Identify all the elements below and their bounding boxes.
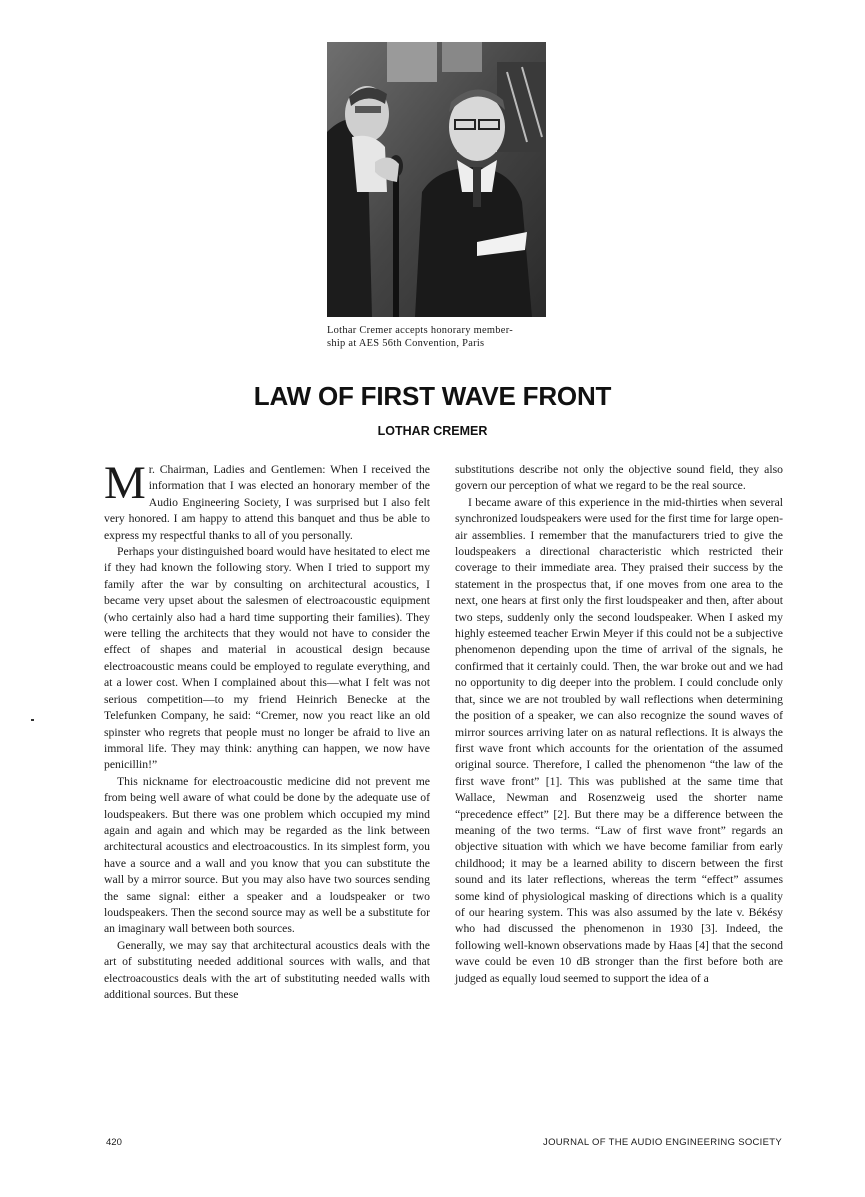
right-column	[455, 462, 783, 987]
paragraph-4: Generally, we may say that architectural acoustics deals with the art of substituting needed additional sources with walls, and that electroacoustics deals with the art of substituting needed walls with additional sources. But these	[104, 938, 430, 1001]
page-number: 420	[106, 1137, 122, 1148]
paragraph-2: Perhaps your distinguished board would have hesitated to elect me if they had known the following story. When I tried to support my family after the war by consulting on architectural acoustics, I became very upset about the salesmen of electroacoustic equipment (who certainly also had a hard time supporting their families). They were telling the architects that they would not have to consider the effect of shapes and material in acoustical design because electroacoustic means could be employed to regulate everything, and at a lower cost. When I complained about this—what I felt was not serious competition—to my friend Heinrich Benecke at the Telefunken Company, he said: “Cremer, now you react like an old spinster who regrets that people must no longer be afraid to live an immoral life. They may think: anything can happen, we now have penicillin!”	[104, 545, 430, 772]
drop-cap: M	[104, 457, 146, 509]
photo-figure	[327, 42, 546, 317]
scan-speck	[31, 719, 34, 721]
photo-two-men-microphone-icon	[327, 42, 546, 317]
journal-name: JOURNAL OF THE AUDIO ENGINEERING SOCIETY	[543, 1137, 782, 1148]
left-column	[104, 457, 430, 1003]
article-title: LAW OF FIRST WAVE FRONT	[253, 381, 612, 411]
photo-caption	[327, 324, 549, 350]
caption-line-2: ship at AES 56th Convention, Paris	[327, 338, 485, 349]
caption-line-1: Lothar Cremer accepts honorary member-	[327, 325, 514, 336]
paragraph-1	[104, 457, 430, 544]
paragraph-3: This nickname for electroacoustic medicine did not prevent me from being well aware of what could be done by the adequate use of loudspeakers. But there was one problem which occupied my mind again and again and which may be regarded as the link between architectural acoustics and electroacoustics. In its simplest form, you have a source and a wall and you know that you can substitute the wall by a mirror source. But you may also have two sources sending the same signal: either a speaker and a loudspeaker or two loudspeakers. Then the second source may as well be a substitute for an imaginary wall between both sources.	[104, 774, 430, 936]
paragraph-6: I became aware of this experience in the mid-thirties when several synchronized loudspeakers were used for the first time for large open-air assemblies. I remember that the manufacturers tried to give the loudspeakers a directional characteristic which restricted their coverage to their immediate area. They praised their success by the statement in the prospectus that, if one moves from one area to the next, one hears at first only the first loudspeaker and then, after about two steps, suddenly only the second loudspeaker. When I asked my highly esteemed teacher Erwin Meyer if this could not be a subjective phenomenon depending upon the time of arrival of the signals, he confirmed that it certainly could. Then, the war broke out and we had no opportunity to dig deeper into the problem. I could conclude only that, since we are not troubled by wall reflections when determining the position of a speaker, we can also recognize the sound waves of mirror sources arriving later on as natural reflections. It is always the first wave front which accounts for the orientation of the assumed original source. Therefore, I called the phenomenon “the law of the first wave front” [1]. This was published at the same time that Wallace, Newman and Rosenzweig used the shorter name “precedence effect” [2]. But there may be a difference between the meaning of the two terms. “Law of first wave front” regards an objective situation with which we have become familiar from early childhood; it may be a learned ability to discern between the first sound and its later reflections, whereas the term “effect” assumes some kind of physiological masking of directions which is a quality of our hearing system. This was also assumed by the late v. Békésy who had discussed the phenomenon in 1930 [3]. Indeed, the following well-known observations made by Haas [4] that the second wave could be even 10 dB stronger than the first before both are judged as equally loud seemed to support the idea of a	[455, 495, 783, 985]
paragraph-5: substitutions describe not only the objective sound field, they also govern our perception of what we regard to be the real source.	[455, 463, 783, 493]
paragraph-1-text: r. Chairman, Ladies and Gentlemen: When I received the information that I was elected an honorary member of the Audio Engineering Society, I was surprised but I also felt very honored. I am happy to attend this banquet and thus be able to express my respectful thanks to all of you personally.	[104, 463, 430, 542]
article-author: LOTHAR CREMER	[377, 424, 488, 438]
